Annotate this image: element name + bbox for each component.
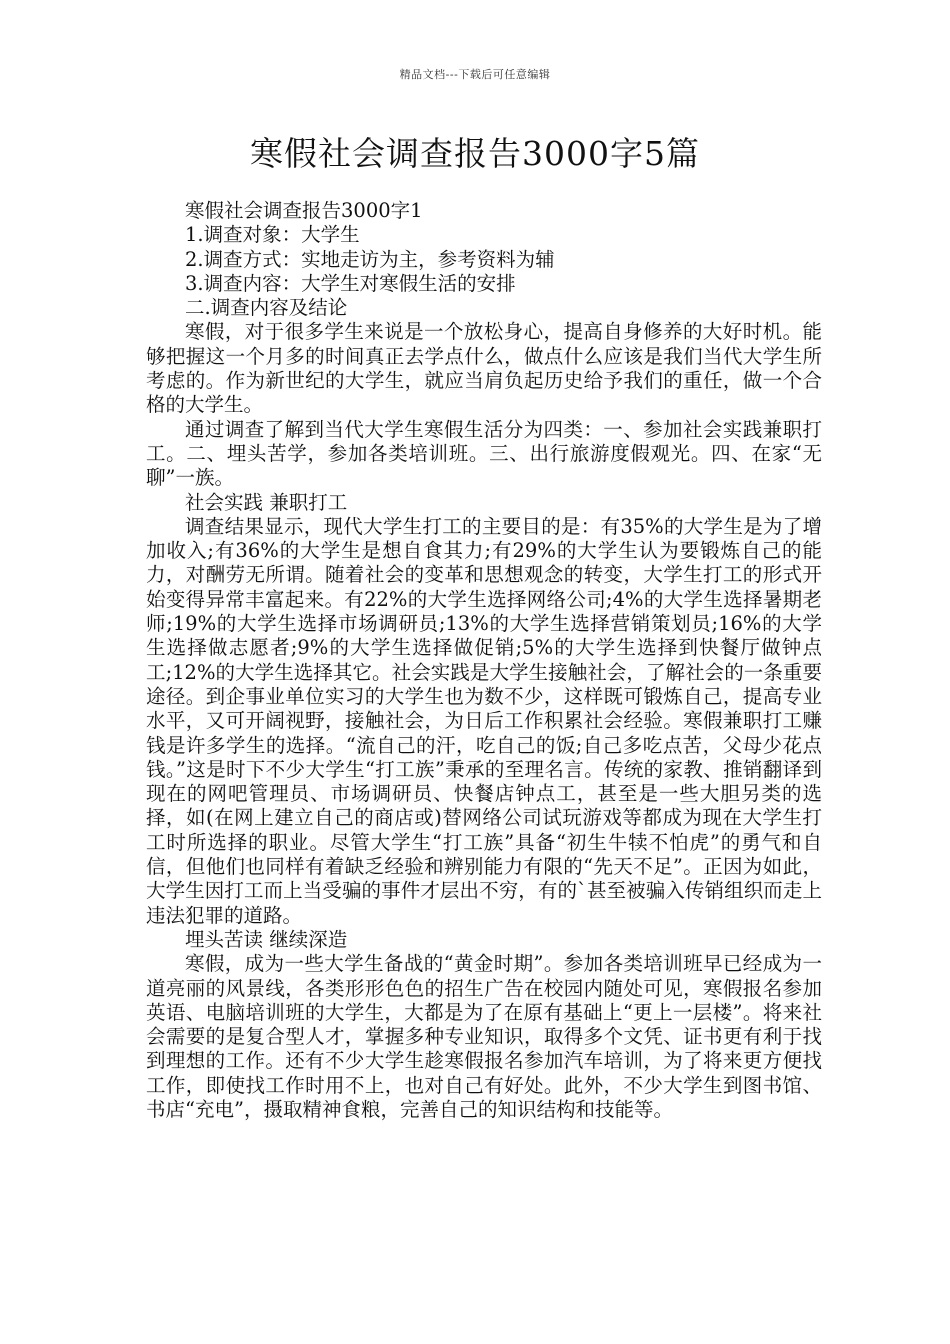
document-body — [146, 199, 822, 1122]
header-note: 精品文档---下载后可任意编辑 — [399, 68, 551, 81]
list-item: 1.调查对象：大学生 — [185, 223, 360, 247]
paragraph: 寒假，成为一些大学生备战的“黄金时期”。参加各类培训班早已经成为一道亮丽的风景线，各类形形色色的招生广告在校园内随处可见，寒假报名参加英语、电脑培训班的大学生，大都是为了在原有基础上“更上一层楼”。将来社会需要的是复合型人才，掌握多种专业知识，取得多个文凭、证书更有利于找到理想的工作。还有不少大学生趁寒假报名参加汽车培训，为了将来更方便找工作，即使找工作时用不上，也对自己有好处。此外，不少大学生到图书馆、书店“充电”，摄取精神食粮，完善自己的知识结构和技能等。 — [146, 952, 822, 1121]
list-item: 3.调查内容：大学生对寒假生活的安排 — [185, 271, 516, 295]
list-item: 2.调查方式：实地走访为主，参考资料为辅 — [185, 247, 555, 271]
document-title: 寒假社会调查报告3000字5篇 — [250, 134, 700, 173]
paragraph: 通过调查了解到当代大学生寒假生活分为四类：一、参加社会实践兼职打工。二、埋头苦学，参加各类培训班。三、出行旅游度假观光。四、在家“无聊”一族。 — [146, 417, 822, 490]
paragraph: 寒假，对于很多学生来说是一个放松身心，提高自身修养的大好时机。能够把握这一个月多的时间真正去学点什么，做点什么应该是我们当代大学生所考虑的。作为新世纪的大学生，就应当肩负起历史给予我们的重任，做一个合格的大学生。 — [146, 320, 822, 417]
section-heading: 寒假社会调查报告3000字1 — [185, 199, 423, 222]
section-heading: 埋头苦读 继续深造 — [185, 927, 348, 951]
section-heading: 社会实践 兼职打工 — [185, 490, 348, 514]
paragraph: 调查结果显示，现代大学生打工的主要目的是：有35%的大学生是为了增加收入;有36%的大学生是想自食其力;有29%的大学生认为要锻炼自己的能力，对酬劳无所谓。随着社会的变革和思想观念的转变，大学生打工的形式开始变得异常丰富起来。有22%的大学生选择网络公司;4%的大学生选择暑期老师;19%的大学生选择市场调研员;13%的大学生选择营销策划员;16%的大学生选择做志愿者;9%的大学生选择做促销;5%的大学生选择到快餐厅做钟点工;12%的大学生选择其它。社会实践是大学生接触社会，了解社会的一条重要途径。到企事业单位实习的大学生也为数不少，这样既可锻炼自己，提高专业水平，又可开阔视野，接触社会，为日后工作积累社会经验。寒假兼职打工赚钱是许多学生的选择。“流自己的汗，吃自己的饭;自己多吃点苦，父母少花点钱。”这是时下不少大学生“打工族”秉承的至理名言。传统的家教、推销翻译到现在的网吧管理员、市场调研员、快餐店钟点工，甚至是一些大胆另类的选择，如(在网上建立自己的商店或)替网络公司试玩游戏等都成为现在大学生打工时所选择的职业。尽管大学生“打工族”具备“初生牛犊不怕虎”的勇气和自信，但他们也同样有着缺乏经验和辨别能力有限的“先天不足”。正因为如此，大学生因打工而上当受骗的事件才层出不穷，有的`甚至被骗入传销组织而走上违法犯罪的道路。 — [146, 514, 822, 927]
section-heading: 二.调查内容及结论 — [185, 296, 348, 320]
